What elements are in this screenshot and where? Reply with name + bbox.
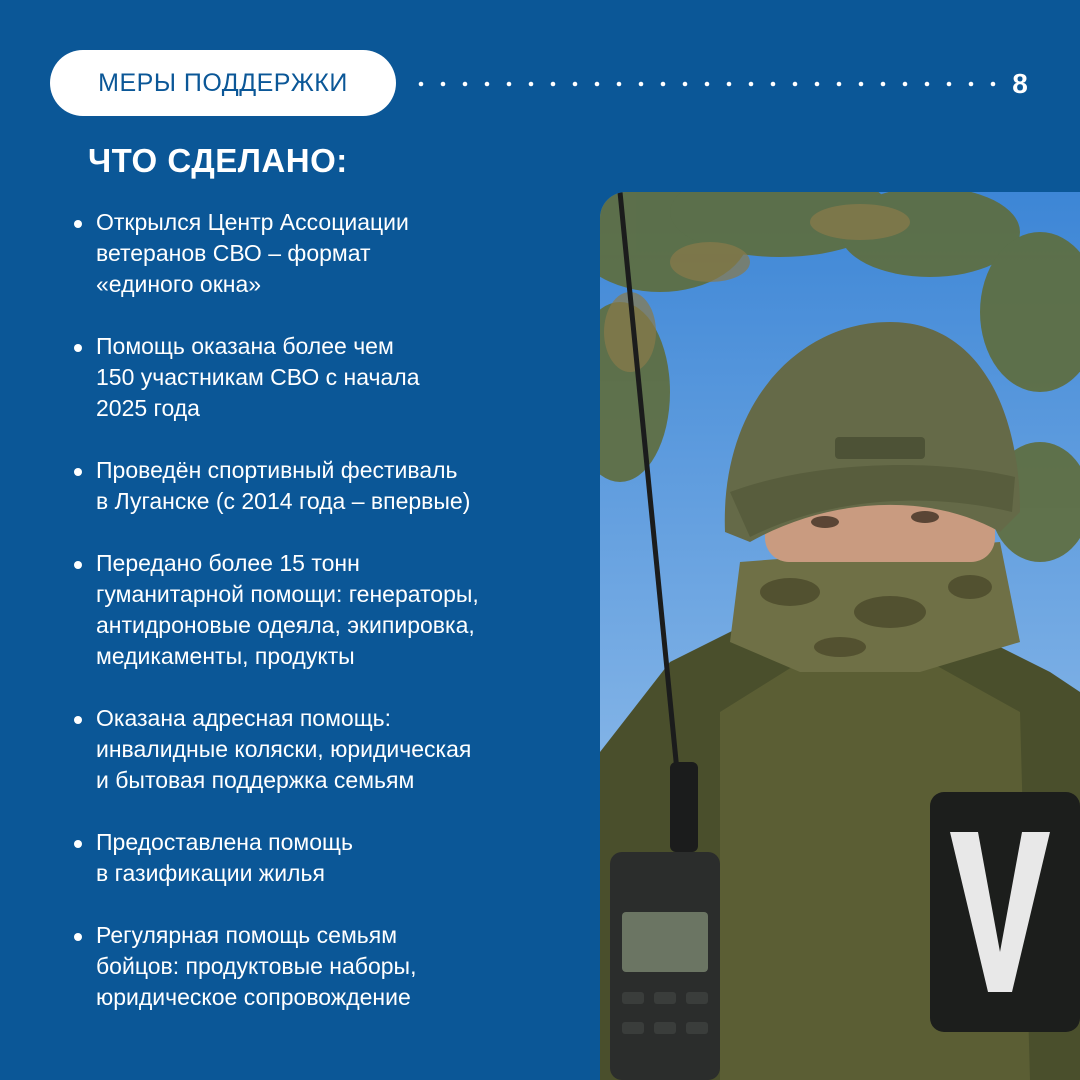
list-item-text: Оказана адресная помощь: инвалидные коляски, юридическая и бытовая поддержка семьям <box>96 705 472 793</box>
dotted-divider <box>418 80 998 88</box>
list-item <box>72 455 592 517</box>
list-item-text: Проведён спортивный фестиваль в Луганске (с 2014 года – впервые) <box>96 457 471 514</box>
page-number: 8 <box>1012 68 1028 99</box>
bullet-dot-icon <box>74 840 82 848</box>
list-item-text: Открылся Центр Ассоциации ветеранов СВО – формат «единого окна» <box>96 209 409 297</box>
list-item-text: Регулярная помощь семьям бойцов: продуктовые наборы, юридическое сопровождение <box>96 922 417 1010</box>
bullet-dot-icon <box>74 933 82 941</box>
section-label: МЕРЫ ПОДДЕРЖКИ <box>98 68 348 97</box>
bullet-dot-icon <box>74 344 82 352</box>
list-item <box>72 703 592 796</box>
list-item <box>72 207 592 300</box>
list-item <box>72 920 592 1013</box>
soldier-photo <box>600 192 1080 1080</box>
bullet-dot-icon <box>74 220 82 228</box>
bullet-list <box>72 207 592 1013</box>
section-pill <box>50 50 396 116</box>
list-item <box>72 827 592 889</box>
section-heading: ЧТО СДЕЛАНО: <box>88 142 348 179</box>
bullet-dot-icon <box>74 561 82 569</box>
list-item <box>72 331 592 424</box>
bullet-dot-icon <box>74 468 82 476</box>
list-item-text: Передано более 15 тонн гуманитарной помощи: генераторы, антидроновые одеяла, экипировка, медикаменты, продукты <box>96 550 479 669</box>
bullet-dot-icon <box>74 716 82 724</box>
list-item-text: Предоставлена помощь в газификации жилья <box>96 829 353 886</box>
list-item <box>72 548 592 672</box>
list-item-text: Помощь оказана более чем 150 участникам СВО с начала 2025 года <box>96 333 420 421</box>
